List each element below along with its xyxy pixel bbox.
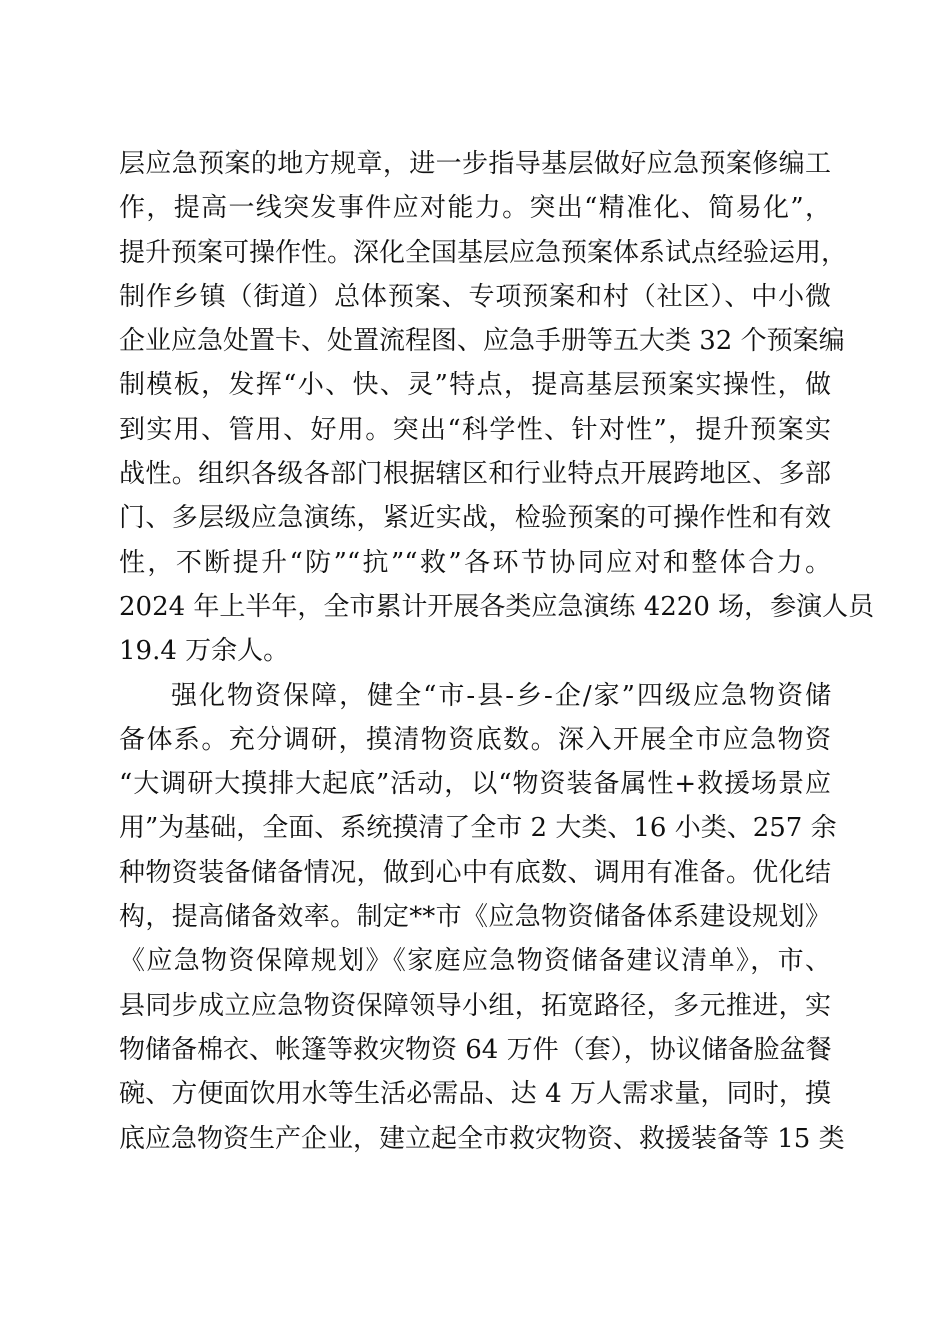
text-line: 强化物资保障，健全“市-县-乡-企/家”四级应急物资储 xyxy=(171,680,831,711)
text-line: 《应急物资保障规划》《家庭应急物资储备建议清单》，市、 xyxy=(119,946,831,977)
text-line: 构，提高储备效率。制定**市《应急物资储备体系建设规划》 xyxy=(119,902,831,933)
text-line: 提升预案可操作性。深化全国基层应急预案体系试点经验运用， xyxy=(119,237,848,268)
text-line: 作，提高一线突发事件应对能力。突出“精准化、简易化”， xyxy=(119,193,831,224)
text-line: 制模板，发挥“小、快、灵”特点，提高基层预案实操性，做 xyxy=(119,370,831,401)
text-line: 2024 年上半年，全市累计开展各类应急演练 4220 场，参演人员 xyxy=(119,591,875,622)
text-line: 县同步成立应急物资保障领导小组，拓宽路径，多元推进，实 xyxy=(119,990,831,1021)
body-text xyxy=(119,142,875,1161)
text-line: 门、多层级应急演练，紧近实战，检验预案的可操作性和有效 xyxy=(119,503,831,534)
text-line: 用”为基础，全面、系统摸清了全市 2 大类、16 小类、257 余 xyxy=(119,813,837,844)
text-line: 层应急预案的地方规章，进一步指导基层做好应急预案修编工 xyxy=(119,149,831,179)
text-line: 备体系。充分调研，摸清物资底数。深入开展全市应急物资 xyxy=(119,724,831,755)
paragraph-2 xyxy=(119,674,845,1161)
text-line: 物储备棉衣、帐篷等救灾物资 64 万件（套），协议储备脸盆餐 xyxy=(119,1034,832,1065)
text-line: 性，不断提升“防”“抗”“救”各环节协同应对和整体合力。 xyxy=(119,547,831,578)
paragraph-1 xyxy=(119,142,875,674)
text-line: 19.4 万余人。 xyxy=(119,636,290,667)
text-line: 到实用、管用、好用。突出“科学性、针对性”，提升预案实 xyxy=(119,414,831,445)
text-line: 底应急物资生产企业，建立起全市救灾物资、救援装备等 15 类 xyxy=(119,1123,845,1154)
text-line: “大调研大摸排大起底”活动，以“物资装备属性+救援场景应 xyxy=(119,769,831,800)
text-line: 碗、方便面饮用水等生活必需品、达 4 万人需求量，同时，摸 xyxy=(119,1079,831,1110)
text-line: 企业应急处置卡、处置流程图、应急手册等五大类 32 个预案编 xyxy=(119,326,845,357)
text-line: 制作乡镇（街道）总体预案、专项预案和村（社区）、中小微 xyxy=(119,281,831,312)
text-line: 战性。组织各级各部门根据辖区和行业特点开展跨地区、多部 xyxy=(119,459,831,490)
text-line: 种物资装备储备情况，做到心中有底数、调用有准备。优化结 xyxy=(119,857,831,888)
